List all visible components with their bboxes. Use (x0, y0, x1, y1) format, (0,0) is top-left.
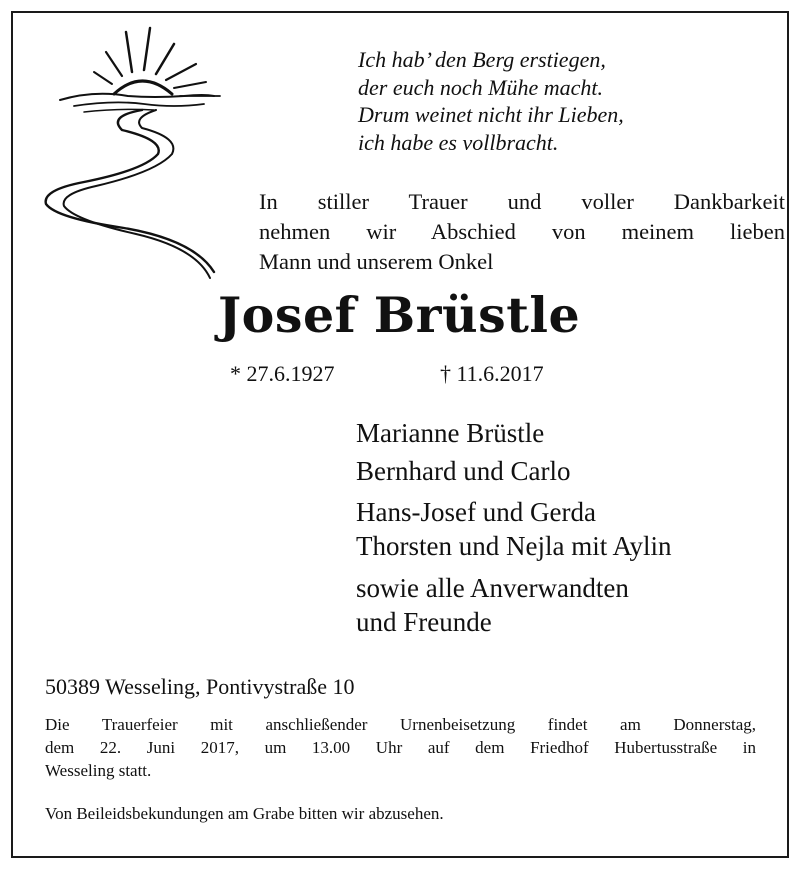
funeral-line: Wesseling statt. (45, 761, 152, 780)
birth-date: * 27.6.1927 (230, 361, 335, 386)
funeral-info (45, 713, 756, 782)
mourner: Thorsten und Nejla mit Aylin (356, 531, 672, 561)
mourner: Hans-Josef und Gerda (356, 497, 596, 527)
funeral-line: Die Trauerfeier mit anschließender Urnenbeisetzung findet am Donnerstag, (45, 715, 756, 734)
mourners-list (356, 418, 671, 638)
address: 50389 Wesseling, Pontivystraße 10 (45, 674, 355, 699)
mourner: Marianne Brüstle (356, 418, 545, 448)
poem (358, 46, 624, 156)
mourner: Bernhard und Carlo (356, 456, 571, 486)
intro-line: nehmen wir Abschied von meinem lieben (259, 219, 785, 244)
death-date: † 11.6.2017 (440, 361, 544, 386)
poem-line: der euch noch Mühe macht. (358, 74, 603, 100)
intro-text (259, 187, 785, 277)
sunrise-path-icon (24, 22, 234, 284)
mourner: sowie alle Anverwandten (356, 573, 629, 603)
intro-line: In stiller Trauer und voller Dankbarkeit (259, 189, 785, 214)
poem-line: Drum weinet nicht ihr Lieben, (358, 102, 624, 127)
deceased-name: Josef Brüstle (218, 286, 581, 344)
poem-line: ich habe es vollbracht. (358, 129, 559, 155)
poem-line: Ich hab’ den Berg erstiegen, (358, 47, 606, 72)
condolence-note: Von Beileidsbekundungen am Grabe bitten wir abzusehen. (45, 804, 444, 823)
funeral-line: dem 22. Juni 2017, um 13.00 Uhr auf dem Friedhof Hubertusstraße in (45, 738, 756, 757)
intro-line: Mann und unserem Onkel (259, 249, 494, 274)
mourner: und Freunde (356, 607, 492, 637)
